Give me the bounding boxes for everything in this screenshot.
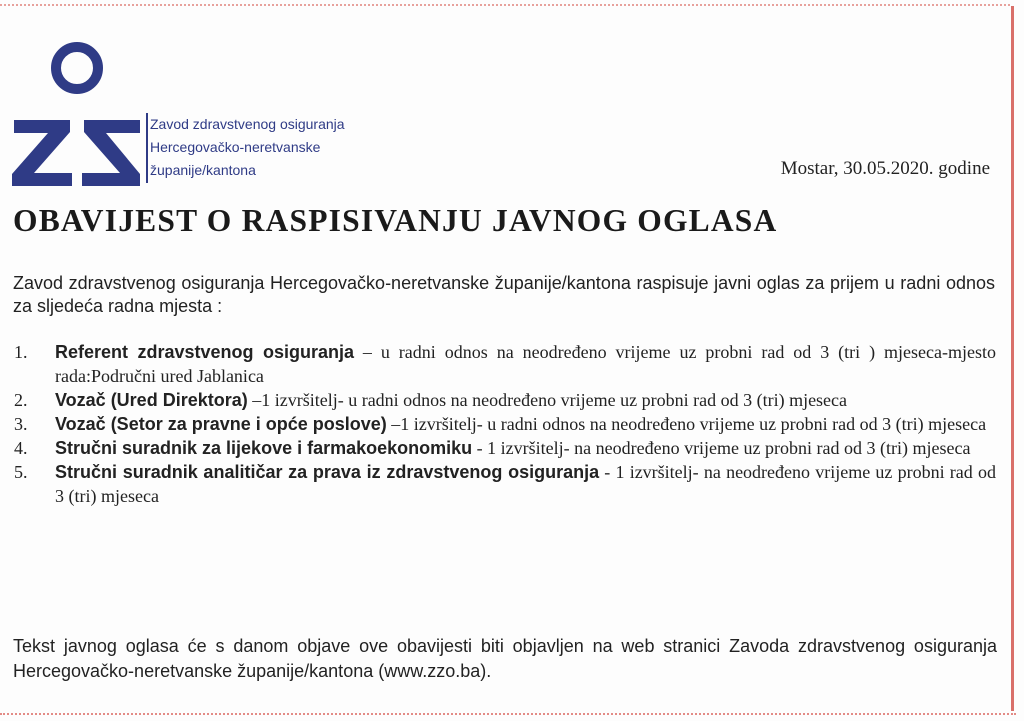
red-side-border: [1011, 6, 1014, 711]
footer-paragraph: Tekst javnog oglasa će s danom objave ove obavijesti biti objavljen na web stranici Zavoda zdravstvenog osiguranja Hercegovačko-neretvanske županije/kantona (www.zzo.ba).: [13, 636, 997, 681]
org-line-2: Hercegovačko-neretvanske: [150, 139, 321, 155]
item-number: 5.: [14, 462, 28, 482]
page-title: OBAVIJEST O RASPISIVANJU JAVNOG OGLASA: [13, 203, 778, 238]
position-title: Vozač (Ured Direktora): [55, 390, 248, 410]
item-number: 3.: [14, 414, 28, 434]
position-title: Vozač (Setor za pravne i opće poslove): [55, 414, 387, 434]
item-number: 4.: [14, 438, 28, 458]
position-details: - 1 izvršitelj- na neodređeno vrijeme uz probni rad od 3 (tri) mjeseca: [55, 462, 996, 506]
zzo-logo-icon: [12, 40, 142, 190]
item-number: 2.: [14, 390, 28, 410]
position-title: Referent zdravstvenog osiguranja: [55, 342, 354, 362]
item-number: 1.: [14, 342, 28, 362]
org-line-3: županije/kantona: [150, 162, 256, 178]
position-details: – u radni odnos na neodređeno vrijeme uz probni rad od 3 (tri ) mjeseca-mjesto rada:Područni ured Jablanica: [55, 342, 996, 386]
position-details: - 1 izvršitelj- na neodređeno vrijeme uz probni rad od 3 (tri) mjeseca: [472, 438, 971, 458]
list-item: [14, 460, 996, 508]
document-date: Mostar, 30.05.2020. godine: [780, 158, 990, 179]
list-item: [14, 388, 996, 412]
position-details: –1 izvršitelj- u radni odnos na neodređeno vrijeme uz probni rad od 3 (tri) mjeseca: [386, 414, 987, 434]
list-item: [14, 340, 996, 388]
organization-name: [150, 113, 345, 182]
position-details: –1 izvršitelj- u radni odnos na neodređeno vrijeme uz probni rad od 3 (tri) mjeseca: [247, 390, 848, 410]
logo-separator: [146, 113, 148, 183]
intro-paragraph: Zavod zdravstvenog osiguranja Hercegovačko-neretvanske županije/kantona raspisuje javni oglas za prijem u radni odnos za sljedeća radna mjesta :: [13, 273, 995, 316]
dotted-top-border: [0, 4, 1010, 6]
dotted-bottom-border: [0, 713, 1016, 715]
list-item: [14, 436, 996, 460]
org-line-1: Zavod zdravstvenog osiguranja: [150, 116, 345, 132]
list-item: [14, 412, 996, 436]
position-title: Stručni suradnik za lijekove i farmakoekonomiku: [55, 438, 473, 458]
position-title: Stručni suradnik analitičar za prava iz zdravstvenog osiguranja: [55, 462, 600, 482]
positions-list: [14, 340, 996, 508]
